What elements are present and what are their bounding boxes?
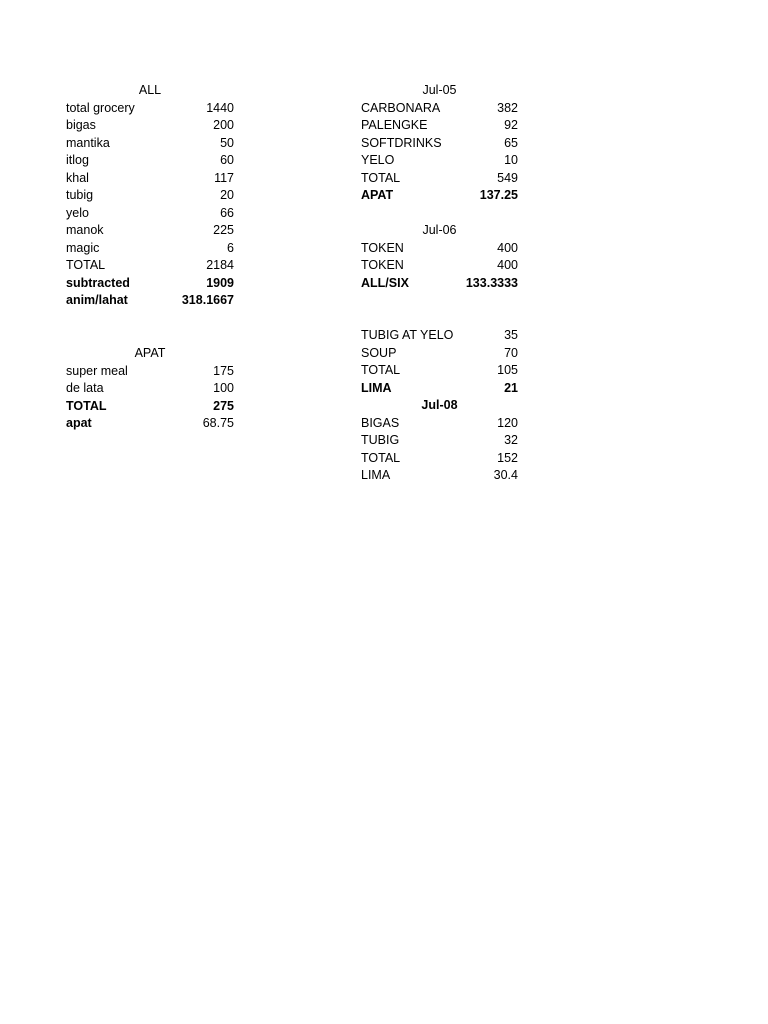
table-row [66,240,234,258]
row-label: TOTAL [361,450,401,465]
row-value: 70 [504,345,518,360]
table-row [66,170,234,188]
row-value: 1909 [206,275,234,290]
row-value: 400 [497,258,518,272]
row-label: itlog [66,153,89,167]
row-value: 2184 [206,258,234,272]
jul05-header: Jul-05 [422,83,457,97]
row-value: 133.3333 [465,275,518,290]
row-label: magic [66,240,100,255]
table-row [361,432,518,450]
per-person-row [361,275,518,293]
row-label: ALL/SIX [361,275,409,290]
row-label: khal [66,170,89,185]
row-value: 20 [220,188,234,202]
row-value: 105 [497,363,518,377]
row-value: 10 [504,153,518,167]
row-value: 175 [213,363,234,378]
row-label: super meal [66,363,128,378]
table-row [361,135,518,153]
row-label: APAT [361,188,394,202]
row-value: 92 [504,118,518,132]
per-person-row [361,380,518,398]
jul06-header: Jul-06 [422,223,457,237]
table-row [66,117,234,135]
all-header: ALL [138,83,162,97]
total-row [361,170,518,188]
row-label: yelo [66,205,89,220]
row-label: TOTAL [66,258,106,272]
row-value: 400 [497,240,518,255]
row-value: 117 [214,170,234,185]
row-value: 100 [213,381,234,395]
row-label: mantika [66,135,110,150]
row-label: TOKEN [361,258,404,272]
row-label: anim/lahat [66,293,128,307]
row-label: apat [66,416,92,430]
row-value: 35 [504,328,518,342]
table-row [66,380,234,398]
row-value: 21 [504,380,518,395]
spacer [361,292,518,310]
row-label: SOUP [361,345,397,360]
subtracted-row [66,275,234,293]
total-row [66,257,234,275]
row-value: 225 [213,223,234,237]
jul08-header: Jul-08 [421,398,458,412]
row-label: TOKEN [361,240,404,255]
row-label: TUBIG AT YELO [361,328,454,342]
row-label: de lata [66,381,104,395]
row-value: 68.75 [202,416,234,430]
table-row [66,135,234,153]
row-label: TOTAL [66,398,107,413]
total-row [66,398,234,416]
table-row [66,152,234,170]
per-person-row [361,187,518,205]
all-expenses-table [66,82,234,310]
row-label: total grocery [66,100,135,115]
row-label: manok [66,223,104,237]
table-row [66,187,234,205]
table-row [361,345,518,363]
apat-header: APAT [134,346,166,360]
row-label: LIMA [361,468,391,482]
spacer [361,205,518,223]
spacer [361,310,518,328]
row-label: PALENGKE [361,118,428,132]
row-value: 318.1667 [181,293,234,307]
row-value: 382 [497,100,518,115]
table-row [361,257,518,275]
row-label: LIMA [361,380,392,395]
table-row [66,363,234,381]
row-value: 66 [220,205,234,220]
row-label: subtracted [66,275,130,290]
per-person-row [66,292,234,310]
table-row [66,222,234,240]
row-value: 120 [497,415,518,430]
row-label: TOTAL [361,170,401,185]
table-row [361,152,518,170]
per-person-row [66,415,234,433]
row-label: TUBIG [361,433,400,447]
per-person-row [361,467,518,485]
row-value: 1440 [206,100,234,115]
total-row [361,450,518,468]
row-value: 549 [497,170,518,185]
daily-expenses-column [361,82,518,485]
row-value: 50 [220,135,234,150]
total-row [361,362,518,380]
row-label: BIGAS [361,415,400,430]
row-label: tubig [66,188,94,202]
table-row [361,415,518,433]
row-label: TOTAL [361,363,401,377]
row-value: 6 [227,240,234,255]
row-value: 32 [504,433,518,447]
row-value: 65 [504,135,518,150]
row-value: 275 [213,398,234,413]
row-label: bigas [66,118,96,132]
row-label: YELO [361,153,395,167]
table-row [361,327,518,345]
row-value: 30.4 [493,468,518,482]
table-row [66,100,234,118]
table-row [361,240,518,258]
apat-expenses-table [66,345,234,433]
row-value: 60 [220,153,234,167]
row-value: 152 [497,450,518,465]
row-label: CARBONARA [361,100,441,115]
table-row [361,100,518,118]
table-row [361,117,518,135]
row-value: 137.25 [479,188,518,202]
row-value: 200 [213,118,234,132]
table-row [66,205,234,223]
row-label: SOFTDRINKS [361,135,442,150]
